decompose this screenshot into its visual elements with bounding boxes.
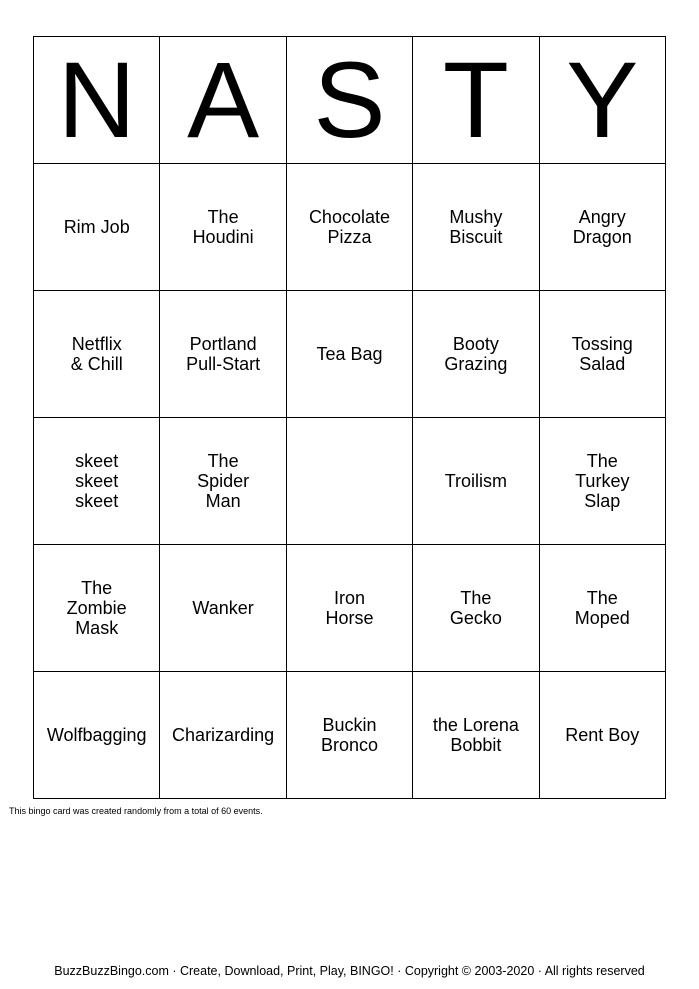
bingo-cell: The Turkey Slap (539, 418, 665, 545)
bingo-row (34, 672, 666, 799)
bingo-cell: Portland Pull-Start (160, 291, 286, 418)
free-space-cell (286, 418, 412, 545)
bingo-row (34, 545, 666, 672)
bingo-cell: Charizarding (160, 672, 286, 799)
bingo-cell: skeet skeet skeet (34, 418, 160, 545)
bingo-cell: Booty Grazing (413, 291, 539, 418)
bingo-cell: Buckin Bronco (286, 672, 412, 799)
header-letter-t: T (413, 37, 539, 164)
bingo-cell: Tossing Salad (539, 291, 665, 418)
bingo-cell: Troilism (413, 418, 539, 545)
bingo-cell: the Lorena Bobbit (413, 672, 539, 799)
bingo-cell: Mushy Biscuit (413, 164, 539, 291)
header-letter-y: Y (539, 37, 665, 164)
bingo-cell: Chocolate Pizza (286, 164, 412, 291)
bingo-cell: Tea Bag (286, 291, 412, 418)
bingo-cell: The Moped (539, 545, 665, 672)
bingo-cell: Iron Horse (286, 545, 412, 672)
bingo-cell: Wolfbagging (34, 672, 160, 799)
bingo-cell: The Gecko (413, 545, 539, 672)
bingo-cell: Wanker (160, 545, 286, 672)
bingo-row (34, 418, 666, 545)
bingo-cell: Netflix & Chill (34, 291, 160, 418)
footer-copyright: BuzzBuzzBingo.com · Create, Download, Print, Play, BINGO! · Copyright © 2003-2020 · All rights reserved (54, 964, 645, 978)
bingo-row (34, 164, 666, 291)
bingo-cell: The Zombie Mask (34, 545, 160, 672)
bingo-cell: Angry Dragon (539, 164, 665, 291)
generation-note: This bingo card was created randomly from a total of 60 events. (9, 806, 263, 816)
header-row (34, 37, 666, 164)
bingo-cell: The Spider Man (160, 418, 286, 545)
header-letter-a: A (160, 37, 286, 164)
header-letter-n: N (34, 37, 160, 164)
bingo-cell: The Houdini (160, 164, 286, 291)
bingo-card (33, 36, 666, 799)
header-letter-s: S (286, 37, 412, 164)
bingo-row (34, 291, 666, 418)
bingo-cell: Rent Boy (539, 672, 665, 799)
bingo-cell: Rim Job (34, 164, 160, 291)
